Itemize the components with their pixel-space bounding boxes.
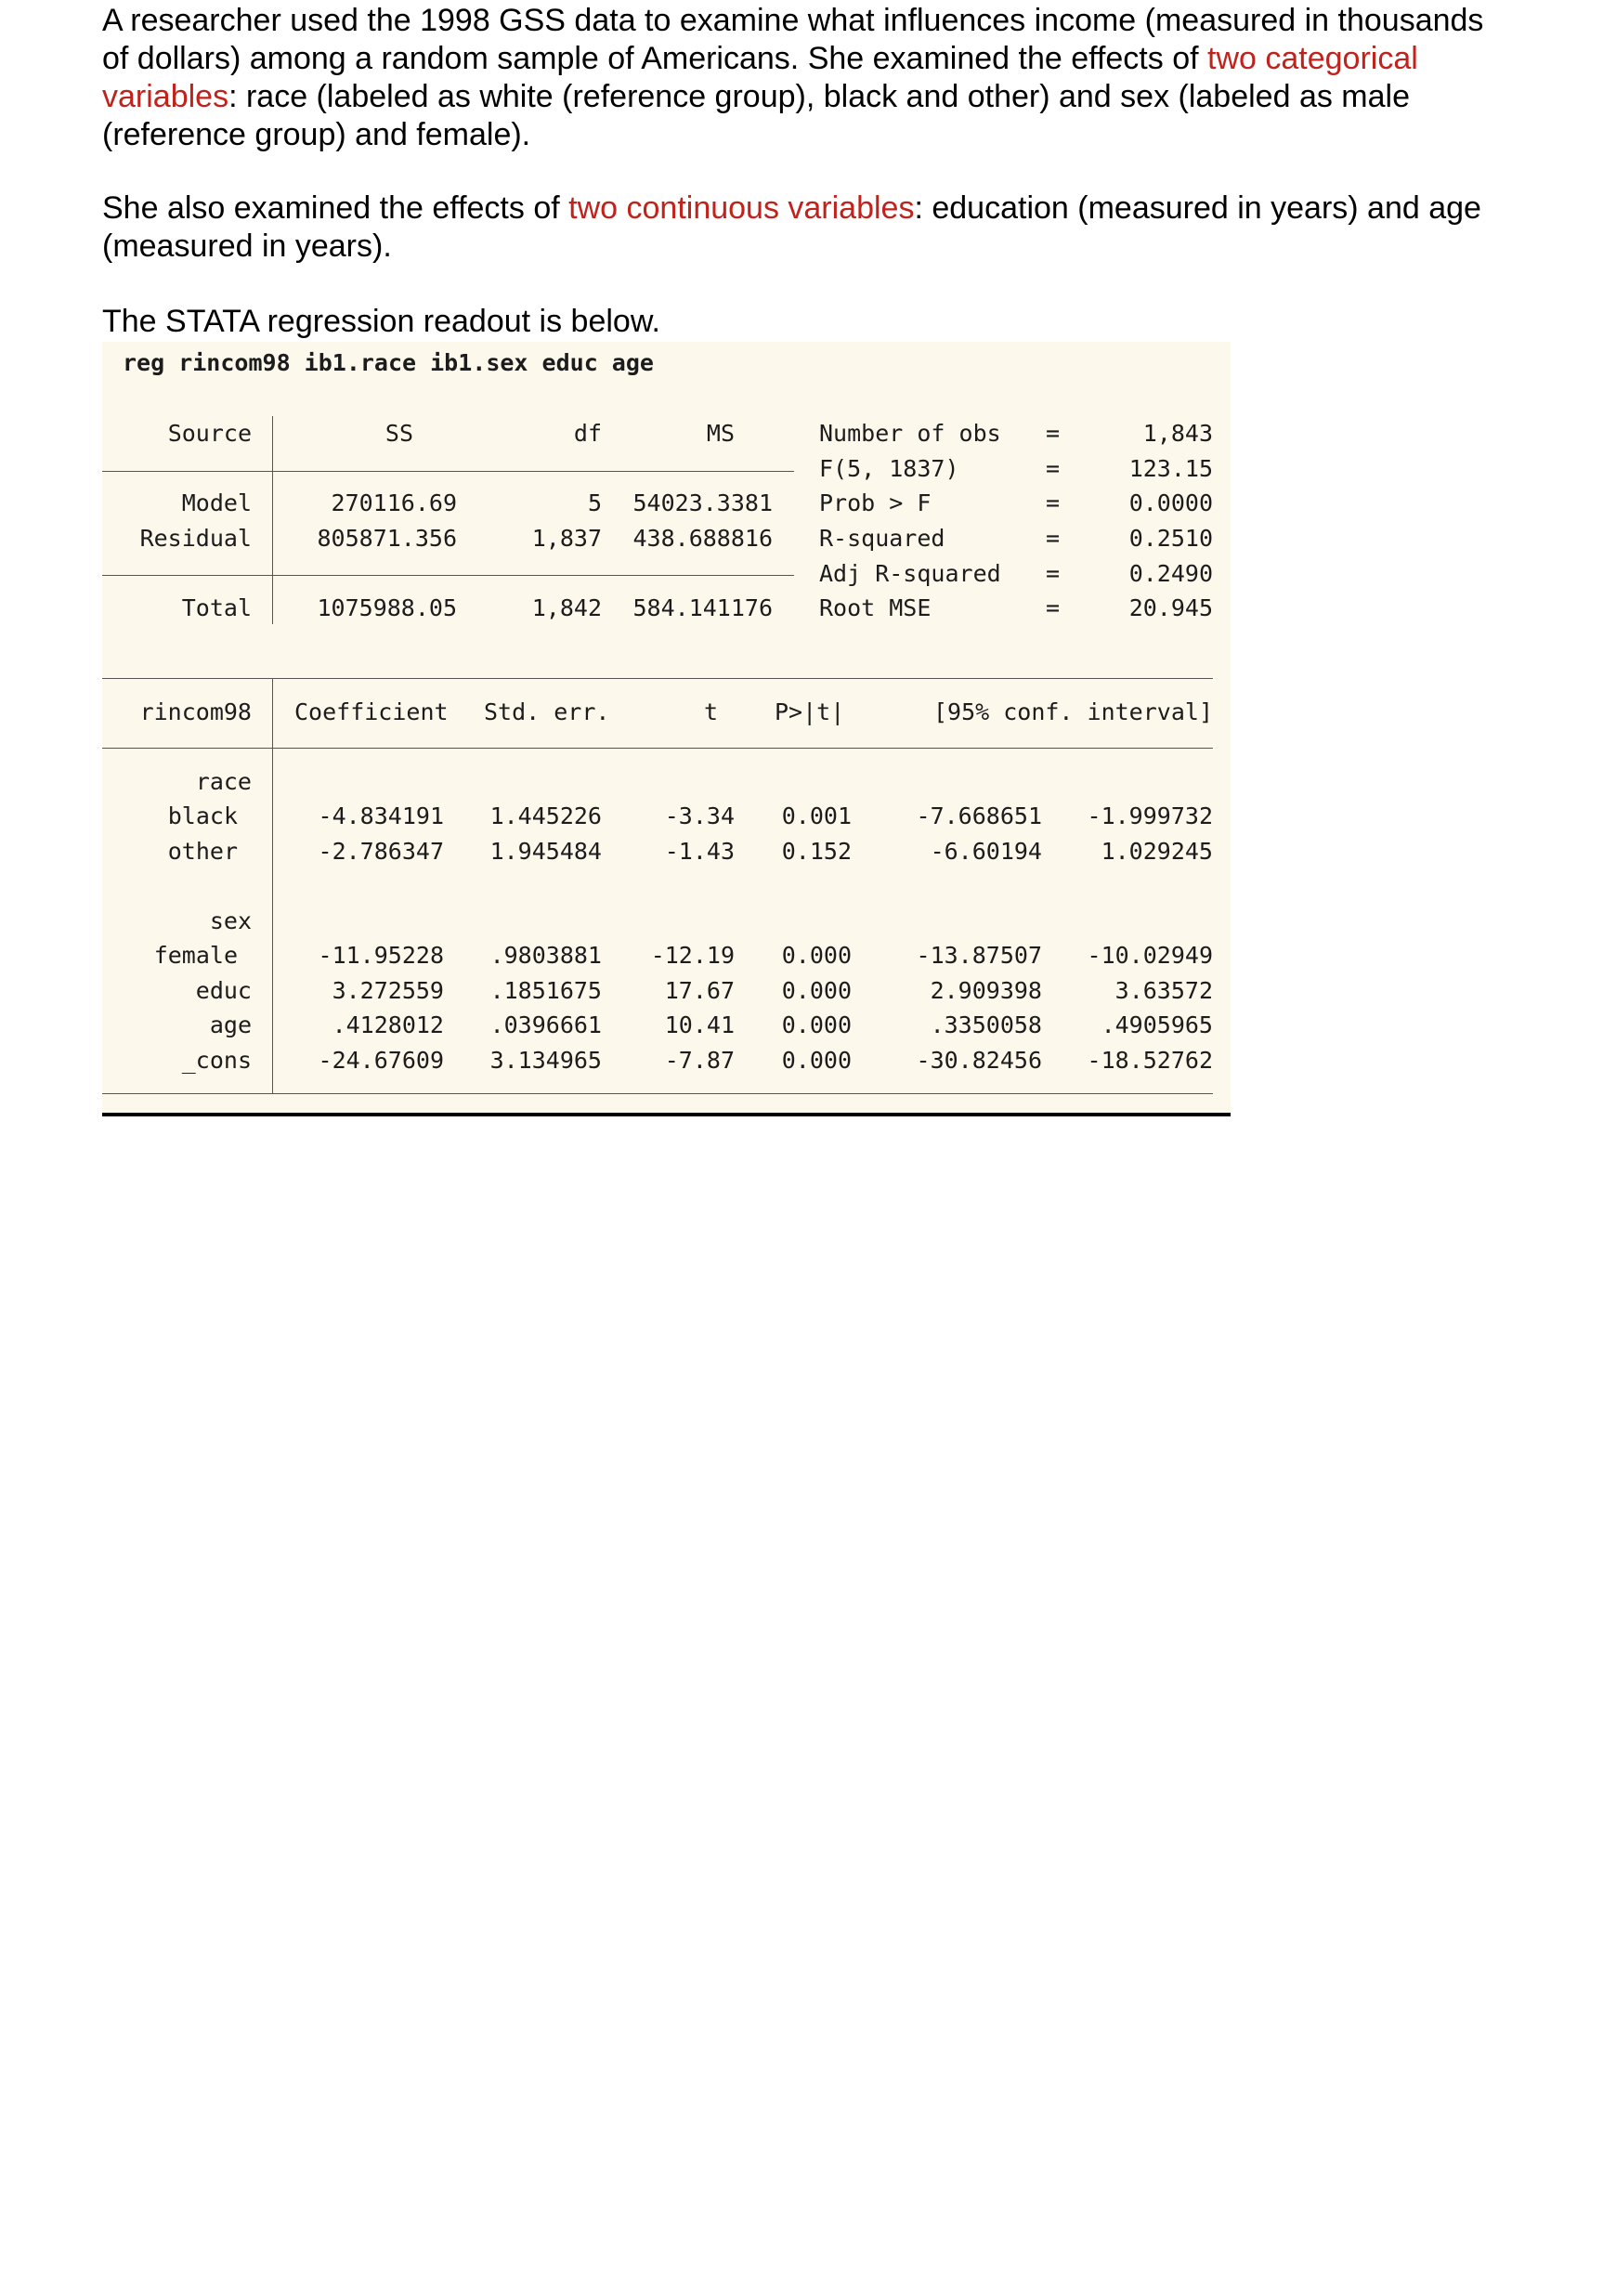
anova-source: Residual (139, 525, 252, 552)
coef-ci-low: -7.668651 (916, 802, 1042, 829)
coef-ci-low: 2.909398 (930, 977, 1042, 1004)
fit-stat-label: Adj R-squared (819, 560, 1001, 587)
coef-value: -24.67609 (318, 1047, 444, 1074)
coef-header-se: Std. err. (484, 698, 610, 725)
anova-header-df: df (573, 420, 602, 447)
coef-value: -2.786347 (318, 838, 444, 865)
coef-se: 3.134965 (489, 1047, 602, 1074)
coef-value: -11.95228 (318, 942, 444, 969)
fit-stat-label: Prob > F (819, 489, 932, 516)
fit-stat-value: 0.2510 (1128, 525, 1213, 552)
coef-p: 0.000 (781, 1011, 852, 1038)
coef-t: 10.41 (664, 1011, 735, 1038)
bottom-rule (102, 1113, 1231, 1116)
coef-se: .9803881 (489, 942, 602, 969)
fit-stat-label: R-squared (819, 525, 945, 552)
coef-ci-high: 1.029245 (1101, 838, 1213, 865)
anova-ss: 805871.356 (317, 525, 457, 552)
intro-text: A researcher used the 1998 GSS data to examine what influences income (measured in thousands of dollars) among a random sample of Americans. She examined the effects of (102, 3, 1484, 76)
anova-ms: 54023.3381 (632, 489, 773, 516)
coef-ci-high: -18.52762 (1087, 1047, 1213, 1074)
coef-t: -3.34 (664, 802, 735, 829)
fit-stat-label: Number of obs (819, 420, 1001, 447)
anova-header-ss: SS (384, 420, 413, 447)
coef-header-p: P>|t| (775, 698, 845, 725)
coef-value: .4128012 (332, 1011, 444, 1038)
coef-se: .1851675 (489, 977, 602, 1004)
anova-ms: 584.141176 (632, 594, 773, 621)
coef-rule-header (102, 748, 1213, 749)
stata-command: reg rincom98 ib1.race ib1.sex educ age (123, 349, 654, 376)
anova-ss: 270116.69 (331, 489, 457, 516)
anova-ms: 438.688816 (632, 525, 773, 552)
coef-var-name: other (167, 838, 238, 865)
coef-value: 3.272559 (332, 977, 444, 1004)
coef-value: -4.834191 (318, 802, 444, 829)
coef-t: -7.87 (664, 1047, 735, 1074)
highlight-categorical: two categorical variables (102, 41, 1418, 114)
coef-ci-low: -30.82456 (916, 1047, 1042, 1074)
coef-var-name: educ (195, 977, 252, 1004)
stata-output (102, 342, 1231, 1113)
fit-stat-eq: = (1046, 489, 1061, 516)
intro-text: : race (labeled as white (reference group), black and other) and sex (labeled as male (reference group) and female). (102, 79, 1410, 152)
anova-df: 5 (587, 489, 602, 516)
coef-header-ci: [95% conf. interval] (932, 698, 1213, 725)
anova-divider-vertical (272, 416, 273, 624)
intro-paragraph-2 (102, 189, 1514, 266)
anova-ss: 1075988.05 (317, 594, 457, 621)
coef-ci-high: .4905965 (1101, 1011, 1213, 1038)
coef-p: 0.000 (781, 942, 852, 969)
coef-var-name: age (209, 1011, 252, 1038)
coef-se: .0396661 (489, 1011, 602, 1038)
anova-source: Model (181, 489, 252, 516)
coef-ci-high: -1.999732 (1087, 802, 1213, 829)
coef-var-name: black (167, 802, 238, 829)
coef-header-depvar: rincom98 (139, 698, 252, 725)
fit-stat-value: 20.945 (1128, 594, 1213, 621)
fit-stat-value: 123.15 (1128, 455, 1213, 482)
coef-var-name: _cons (181, 1047, 252, 1074)
anova-divider-top (102, 471, 794, 472)
coef-p: 0.000 (781, 1047, 852, 1074)
fit-stat-label: Root MSE (819, 594, 932, 621)
coef-var-name: female (153, 942, 238, 969)
intro-text: : education (measured in years) and age (measured in years). (102, 190, 1481, 264)
coef-se: 1.445226 (489, 802, 602, 829)
highlight-continuous: two continuous variables (568, 190, 915, 226)
anova-header-source: Source (167, 420, 252, 447)
coef-t: 17.67 (664, 977, 735, 1004)
fit-stat-eq: = (1046, 594, 1061, 621)
anova-df: 1,837 (531, 525, 602, 552)
fit-stat-eq: = (1046, 455, 1061, 482)
fit-stat-value: 0.0000 (1128, 489, 1213, 516)
coef-p: 0.152 (781, 838, 852, 865)
coef-ci-high: 3.63572 (1114, 977, 1213, 1004)
fit-stat-value: 1,843 (1142, 420, 1213, 447)
anova-source: Total (181, 594, 252, 621)
group-label-race: race (195, 768, 252, 795)
coef-header-coef: Coefficient (294, 698, 449, 725)
coef-rule-top (102, 678, 1213, 679)
coef-ci-high: -10.02949 (1087, 942, 1213, 969)
coef-p: 0.001 (781, 802, 852, 829)
anova-df: 1,842 (531, 594, 602, 621)
coef-ci-low: -13.87507 (916, 942, 1042, 969)
coef-ci-low: .3350058 (930, 1011, 1042, 1038)
anova-divider-total (102, 575, 794, 576)
fit-stat-value: 0.2490 (1128, 560, 1213, 587)
anova-header-ms: MS (706, 420, 735, 447)
fit-stat-eq: = (1046, 420, 1061, 447)
coef-rule-bottom (102, 1093, 1213, 1094)
coef-se: 1.945484 (489, 838, 602, 865)
intro-paragraph-1 (102, 2, 1514, 154)
coef-t: -12.19 (650, 942, 735, 969)
intro-text: She also examined the effects of (102, 190, 569, 226)
intro-paragraph-3: The STATA regression readout is below. (102, 304, 660, 339)
fit-stat-label: F(5, 1837) (819, 455, 959, 482)
fit-stat-eq: = (1046, 525, 1061, 552)
coef-ci-low: -6.60194 (930, 838, 1042, 865)
group-label-sex: sex (209, 907, 252, 934)
coef-t: -1.43 (664, 838, 735, 865)
fit-stat-eq: = (1046, 560, 1061, 587)
coef-p: 0.000 (781, 977, 852, 1004)
coef-header-t: t (703, 698, 718, 725)
